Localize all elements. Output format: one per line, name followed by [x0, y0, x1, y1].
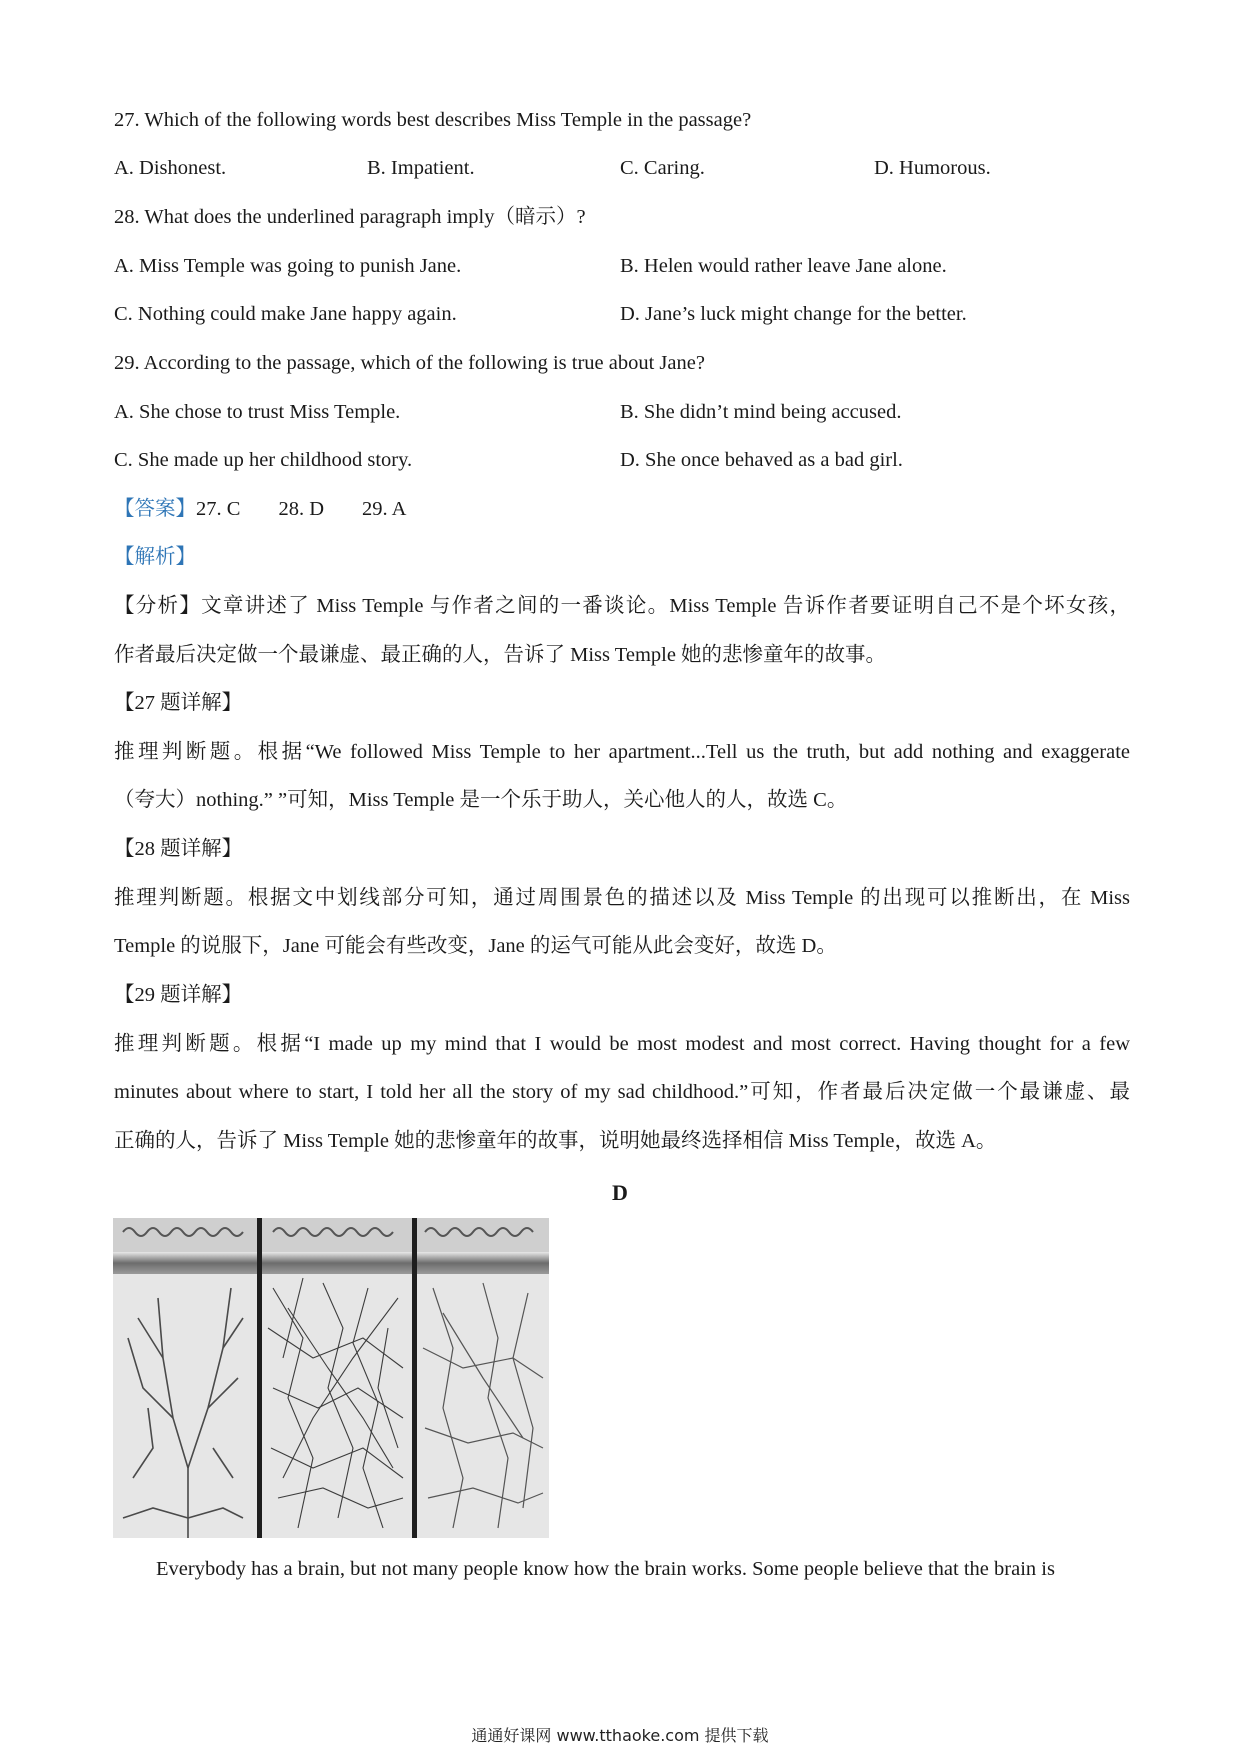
detail-29-line-1: 推理判断题。根据“I made up my mind that I would be most modest and most correct. Having thought for a few	[114, 1033, 1130, 1055]
detail-27-line-1: 推理判断题。根据“We followed Miss Temple to her apartment...Tell us the truth, but add nothing and exaggerate	[114, 741, 1130, 763]
question-29-stem: 29. According to the passage, which of the following is true about Jane?	[114, 352, 705, 374]
q28-option-d: D. Jane’s luck might change for the better.	[620, 303, 967, 325]
q27-option-d: D. Humorous.	[874, 157, 991, 179]
answer-line	[114, 495, 406, 523]
q27-option-b: B. Impatient.	[367, 157, 475, 179]
answer-29: 29. A	[362, 498, 407, 520]
q27-option-a: A. Dishonest.	[114, 157, 227, 179]
question-28-stem: 28. What does the underlined paragraph imply（暗示）?	[114, 206, 586, 228]
q28-option-a: A. Miss Temple was going to punish Jane.	[114, 255, 462, 277]
q29-option-c: C. She made up her childhood story.	[114, 449, 413, 471]
answer-27: 27. C	[196, 498, 241, 520]
q28-option-c: C. Nothing could make Jane happy again.	[114, 303, 457, 325]
detail-28-heading: 【28 题详解】	[114, 838, 243, 860]
answer-28: 28. D	[278, 498, 324, 520]
question-27-stem: 27. Which of the following words best describes Miss Temple in the passage?	[114, 109, 752, 131]
q29-option-b: B. She didn’t mind being accused.	[620, 401, 902, 423]
detail-29-line-3: 正确的人，告诉了 Miss Temple 她的悲惨童年的故事，说明她最终选择相信 Miss Temple，故选 A。	[114, 1130, 997, 1152]
detail-29-line-2: minutes about where to start, I told her all the story of my sad childhood.”可知，作者最后决定做一个最谦虚、最	[114, 1081, 1130, 1103]
page-footer: 通通好课网 www.tthaoke.com 提供下载	[471, 1726, 769, 1745]
q27-option-c: C. Caring.	[620, 157, 705, 179]
summary-line-2: 作者最后决定做一个最谦虚、最正确的人，告诉了 Miss Temple 她的悲惨童年的故事。	[114, 644, 887, 666]
detail-29-heading: 【29 题详解】	[114, 984, 243, 1006]
detail-27-line-2: （夸大）nothing.” ”可知，Miss Temple 是一个乐于助人，关心他人的人，故选 C。	[114, 789, 848, 811]
passage-d-first-line: Everybody has a brain, but not many people know how the brain works. Some people believe that the brain is	[156, 1558, 1055, 1580]
detail-27-heading: 【27 题详解】	[114, 692, 243, 714]
answer-label: 【答案】	[114, 498, 196, 520]
q29-option-a: A. She chose to trust Miss Temple.	[114, 401, 401, 423]
analysis-label: 【解析】	[114, 546, 196, 568]
summary-line-1: 【分析】文章讲述了 Miss Temple 与作者之间的一番谈论。Miss Temple 告诉作者要证明自己不是个坏女孩，	[114, 595, 1130, 617]
q29-option-d: D. She once behaved as a bad girl.	[620, 449, 903, 471]
section-d-heading: D	[612, 1180, 628, 1205]
detail-28-line-1: 推理判断题。根据文中划线部分可知，通过周围景色的描述以及 Miss Temple 的出现可以推断出，在 Miss	[114, 887, 1130, 909]
q28-option-b: B. Helen would rather leave Jane alone.	[620, 255, 947, 277]
neuron-illustration	[113, 1218, 549, 1538]
detail-28-line-2: Temple 的说服下，Jane 可能会有些改变，Jane 的运气可能从此会变好，故选 D。	[114, 935, 837, 957]
